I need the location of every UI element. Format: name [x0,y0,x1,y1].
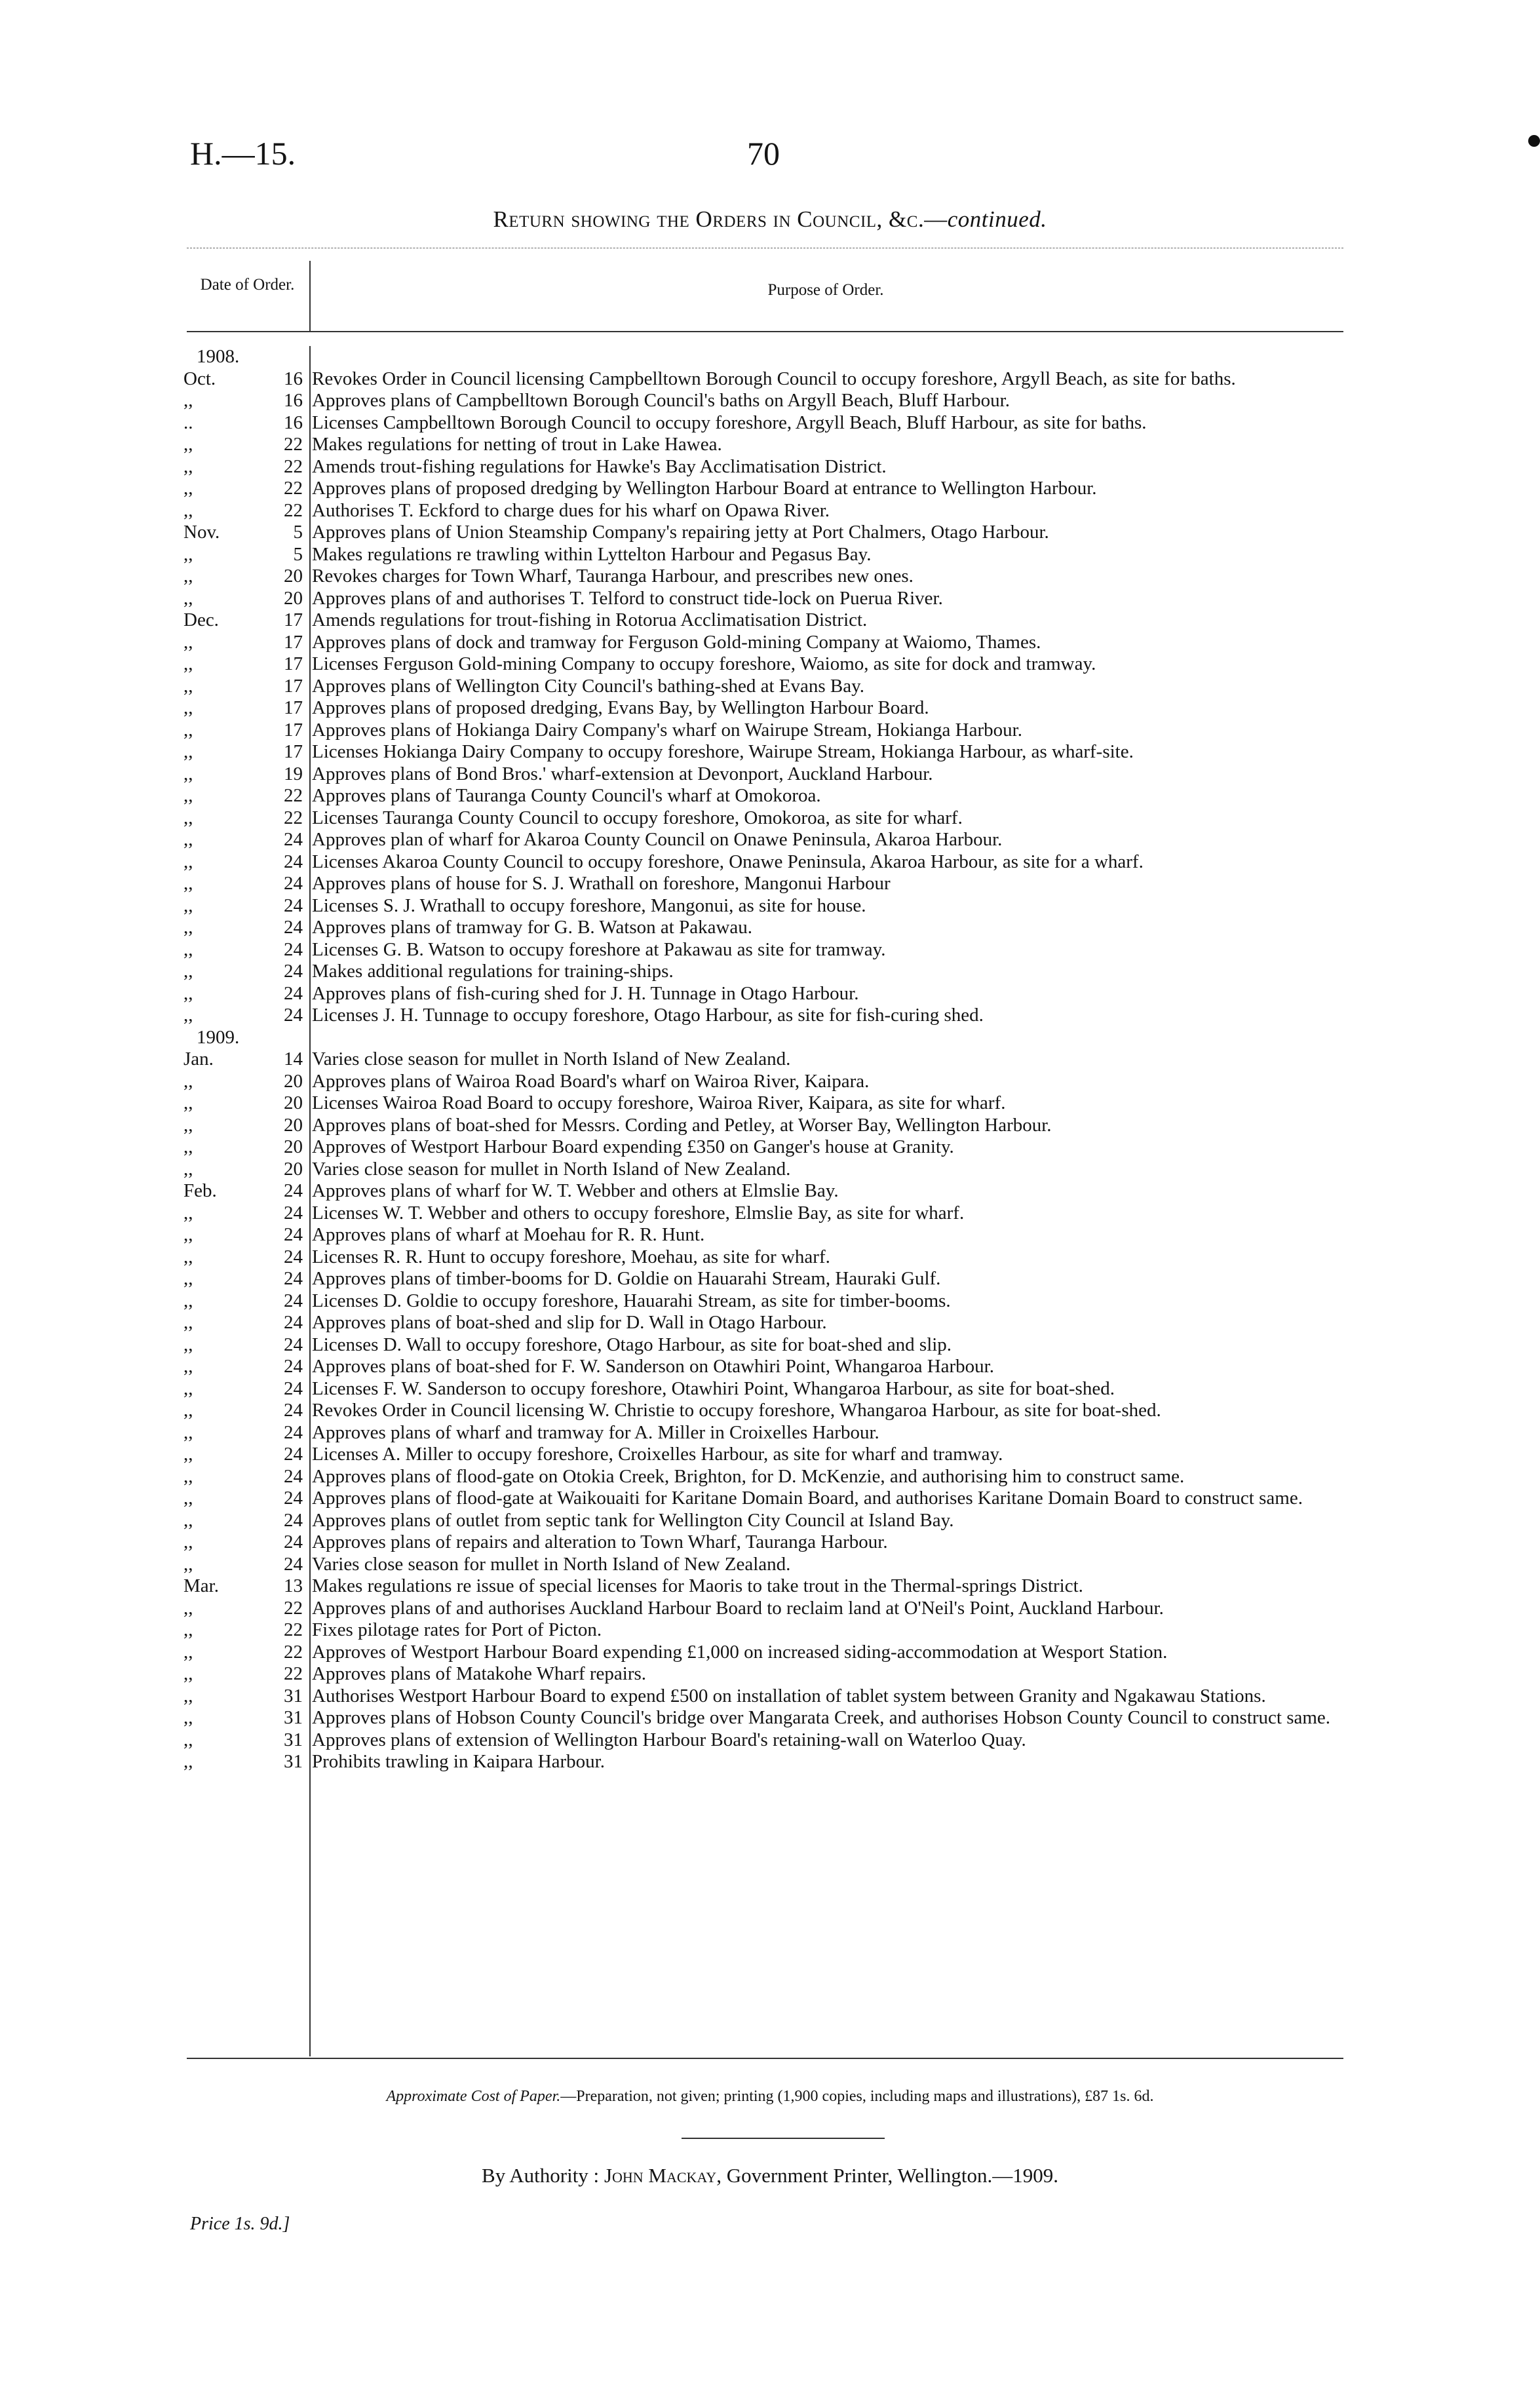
purpose-cell: Revokes Order in Council licensing W. Christie to occupy foreshore, Whangaroa Harbour, as site for boat-shed. [312,1400,1161,1421]
order-row [183,1729,1343,1752]
order-row [183,632,1343,654]
order-row [183,1444,1343,1466]
purpose-cell: Approves plan of wharf for Akaroa County Council on Onawe Peninsula, Akaroa Harbour. [312,829,1003,850]
month-cell: ,, [183,434,193,455]
purpose-cell: Approves plans of Wairoa Road Board's wharf on Wairoa River, Kaipara. [312,1070,870,1092]
month-cell: ,, [183,917,193,938]
order-row [183,1554,1343,1576]
order-row [183,1531,1343,1554]
column-header-date: Date of Order. [200,276,295,294]
order-row [183,478,1343,500]
month-cell: ,, [183,1729,193,1750]
month-cell: ,, [183,1553,193,1575]
purpose-cell: Licenses G. B. Watson to occupy foreshore at Pakawau as site for tramway. [312,938,886,960]
month-cell: ,, [183,543,193,565]
order-row [183,412,1343,434]
month-cell: Mar. [183,1575,219,1596]
order-row [183,1224,1343,1246]
purpose-cell: Authorises Westport Harbour Board to expend £500 on installation of tablet system between Granity and Ngakawau Stations. [312,1685,1266,1706]
order-row [183,697,1343,720]
purpose-cell: Approves plans of flood-gate at Waikouaiti for Karitane Domain Board, and authorises Karitane Domain Board to construct same. [312,1488,1303,1509]
day-cell: 31 [284,1751,303,1772]
orders-list [183,346,1343,1773]
day-cell: 24 [284,873,303,894]
month-cell: ,, [183,785,193,806]
purpose-cell: Approves plans of Tauranga County Council's wharf at Omokoroa. [312,785,821,806]
year-label: 1909. [197,1026,240,1048]
month-cell: Feb. [183,1180,217,1201]
purpose-cell: Varies close season for mullet in North Island of New Zealand. [312,1158,791,1180]
month-cell: ,, [183,1444,193,1465]
order-row [183,1751,1343,1773]
month-cell: ,, [183,895,193,916]
purpose-cell: Licenses Hokianga Dairy Company to occupy foreshore, Wairupe Stream, Hokianga Harbour, as wharf-site. [312,741,1134,762]
order-row [183,1049,1343,1071]
purpose-cell: Makes additional regulations for training-ships. [312,961,674,982]
order-row [183,939,1343,961]
month-cell: ,, [183,653,193,674]
purpose-cell: Approves plans of dock and tramway for Ferguson Gold-mining Company at Waiomo, Thames. [312,631,1041,653]
month-cell: ,, [183,1663,193,1684]
purpose-cell: Licenses F. W. Sanderson to occupy foreshore, Otawhiri Point, Whangaroa Harbour, as site for boat-shed. [312,1377,1115,1399]
order-row [183,1619,1343,1642]
day-cell: 24 [284,1421,303,1443]
column-header-purpose: Purpose of Order. [767,281,884,299]
purpose-cell: Approves plans of and authorises Auckland Harbour Board to reclaim land at O'Neil's Point, Auckland Harbour. [312,1597,1164,1619]
day-cell: 22 [284,478,303,499]
order-row [183,720,1343,742]
year-row [183,346,1343,368]
order-row [183,1598,1343,1620]
day-cell: 24 [284,1509,303,1531]
order-row [183,588,1343,610]
purpose-cell: Approves plans of proposed dredging, Evans Bay, by Wellington Harbour Board. [312,697,929,718]
order-row [183,1290,1343,1313]
purpose-cell: Licenses R. R. Hunt to occupy foreshore, Moehau, as site for wharf. [312,1246,830,1267]
purpose-cell: Makes regulations re trawling within Lyttelton Harbour and Pegasus Bay. [312,543,872,565]
order-row [183,851,1343,874]
month-cell: ,, [183,1246,193,1267]
footer-rule [682,2138,885,2139]
margin-dot [1528,135,1540,147]
authority-prefix: By Authority : [482,2164,604,2187]
day-cell: 17 [284,675,303,697]
purpose-cell: Licenses Wairoa Road Board to occupy foreshore, Wairoa River, Kaipara, as site for wharf. [312,1092,1006,1113]
month-cell: ,, [183,938,193,960]
month-cell: Jan. [183,1049,214,1069]
cost-note [0,2088,1540,2106]
cost-text: —Preparation, not given; printing (1,900 copies, including maps and illustrations), £87 1s. 6d. [560,2088,1154,2105]
page-number: 70 [747,135,780,172]
month-cell: ,, [183,829,193,850]
page-title [0,206,1540,233]
purpose-cell: Makes regulations for netting of trout in Lake Hawea. [312,434,722,455]
cost-label: Approximate Cost of Paper. [386,2088,561,2105]
month-cell: ,, [183,1312,193,1333]
purpose-cell: Approves plans of Wellington City Council's bathing-shed at Evans Bay. [312,675,864,697]
purpose-cell: Amends regulations for trout-fishing in Rotorua Acclimatisation District. [312,609,868,630]
day-cell: 22 [284,1597,303,1619]
purpose-cell: Revokes charges for Town Wharf, Tauranga Harbour, and prescribes new ones. [312,566,914,587]
month-cell: ,, [183,1509,193,1531]
day-cell: 24 [284,1005,303,1026]
purpose-cell: Licenses D. Goldie to occupy foreshore, Hauarahi Stream, as site for timber-booms. [312,1290,951,1311]
order-row [183,1356,1343,1378]
purpose-cell: Authorises T. Eckford to charge dues for his wharf on Opawa River. [312,499,830,521]
day-cell: 24 [284,1290,303,1311]
month-cell: ,, [183,390,193,411]
day-cell: 16 [284,368,303,389]
order-row [183,873,1343,895]
order-row [183,917,1343,939]
month-cell: ,, [183,1465,193,1487]
day-cell: 24 [284,1312,303,1333]
purpose-cell: Revokes Order in Council licensing Campbelltown Borough Council to occupy foreshore, Argyll Beach, as site for baths. [312,368,1236,389]
purpose-cell: Approves plans of wharf and tramway for A. Miller in Croixelles Harbour. [312,1421,879,1443]
purpose-cell: Approves plans of Hobson County Council's bridge over Mangarata Creek, and authorises Hobson County Council to construct same. [312,1707,1331,1728]
day-cell: 24 [284,1224,303,1245]
day-cell: 24 [284,829,303,850]
order-row [183,1092,1343,1115]
day-cell: 24 [284,1444,303,1465]
month-cell: ,, [183,763,193,784]
day-cell: 24 [284,1356,303,1377]
day-cell: 20 [284,1158,303,1180]
order-row [183,1400,1343,1422]
purpose-cell: Approves plans of Bond Bros.' wharf-extension at Devonport, Auckland Harbour. [312,763,933,784]
order-row [183,390,1343,412]
purpose-cell: Approves plans of Matakohe Wharf repairs. [312,1663,647,1684]
order-row [183,1136,1343,1159]
month-cell: ,, [183,1685,193,1706]
order-row [183,983,1343,1005]
day-cell: 22 [284,434,303,455]
month-cell: ,, [183,1158,193,1180]
day-cell: 24 [284,1400,303,1421]
month-cell: ,, [183,873,193,894]
order-row [183,1005,1343,1027]
month-cell: ,, [183,631,193,653]
purpose-cell: Licenses J. H. Tunnage to occupy foreshore, Otago Harbour, as site for fish-curing shed. [312,1005,984,1026]
order-row [183,1510,1343,1532]
title-continued: continued. [947,206,1047,232]
month-cell: ,, [183,478,193,499]
day-cell: 20 [284,1070,303,1092]
purpose-cell: Prohibits trawling in Kaipara Harbour. [312,1751,605,1772]
day-cell: 24 [284,1531,303,1552]
month-cell: ,, [183,1005,193,1026]
order-row [183,1466,1343,1488]
day-cell: 22 [284,455,303,477]
order-row [183,961,1343,983]
day-cell: 22 [284,1619,303,1640]
day-cell: 24 [284,1334,303,1355]
purpose-cell: Approves plans of Union Steamship Company's repairing jetty at Port Chalmers, Otago Harbour. [312,522,1049,543]
order-row [183,1334,1343,1357]
purpose-cell: Approves of Westport Harbour Board expending £1,000 on increased siding-accommodation at Wesport Station. [312,1641,1168,1663]
day-cell: 31 [284,1685,303,1706]
month-cell: ,, [183,1641,193,1663]
month-cell: ,, [183,675,193,697]
day-cell: 17 [284,741,303,762]
order-row [183,763,1343,786]
day-cell: 24 [284,1465,303,1487]
month-cell: Nov. [183,522,220,543]
purpose-cell: Approves plans of Campbelltown Borough Council's baths on Argyll Beach, Bluff Harbour. [312,390,1010,411]
order-row [183,1422,1343,1444]
purpose-cell: Approves plans of repairs and alteration to Town Wharf, Tauranga Harbour. [312,1531,888,1552]
year-label: 1908. [197,346,240,367]
purpose-cell: Amends trout-fishing regulations for Hawke's Bay Acclimatisation District. [312,455,887,477]
month-cell: ,, [183,1356,193,1377]
day-cell: 20 [284,1092,303,1113]
month-cell: ,, [183,1421,193,1443]
month-cell: ,, [183,1092,193,1113]
day-cell: 22 [284,1641,303,1663]
order-row [183,1159,1343,1181]
month-cell: ,, [183,1619,193,1640]
day-cell: 17 [284,653,303,674]
month-cell: ,, [183,1224,193,1245]
order-row [183,1180,1343,1203]
purpose-cell: Licenses Ferguson Gold-mining Company to occupy foreshore, Waiomo, as site for dock and tramway. [312,653,1096,674]
purpose-cell: Approves plans of house for S. J. Wrathall on foreshore, Mangonui Harbour [312,873,891,894]
day-cell: 24 [284,1202,303,1223]
month-cell: ,, [183,566,193,587]
month-cell: ,, [183,851,193,872]
purpose-cell: Approves plans of and authorises T. Telford to construct tide-lock on Puerua River. [312,587,943,609]
order-row [183,653,1343,676]
day-cell: 17 [284,697,303,718]
day-cell: 24 [284,895,303,916]
month-cell: Oct. [183,368,216,389]
purpose-cell: Approves plans of tramway for G. B. Watson at Pakawau. [312,917,753,938]
order-row [183,829,1343,851]
day-cell: 19 [284,763,303,784]
day-cell: 24 [284,851,303,872]
purpose-cell: Approves plans of boat-shed for F. W. Sanderson on Otawhiri Point, Whangaroa Harbour. [312,1356,994,1377]
title-main: Return showing the Orders in Council, &c.— [493,206,948,232]
purpose-cell: Makes regulations re issue of special licenses for Maoris to take trout in the Thermal-springs District. [312,1575,1083,1596]
day-cell: 24 [284,1377,303,1399]
day-cell: 24 [284,961,303,982]
purpose-cell: Approves plans of outlet from septic tank for Wellington City Council at Island Bay. [312,1509,954,1531]
order-row [183,741,1343,763]
day-cell: 13 [284,1575,303,1596]
order-row [183,1312,1343,1334]
purpose-cell: Approves plans of wharf at Moehau for R. R. Hunt. [312,1224,705,1245]
price: Price 1s. 9d.] [190,2214,290,2234]
day-cell: 20 [284,1136,303,1157]
day-cell: 31 [284,1729,303,1750]
header-rule [187,331,1343,332]
month-cell: .. [183,412,193,433]
month-cell: ,, [183,455,193,477]
order-row [183,676,1343,698]
month-cell: ,, [183,1334,193,1355]
order-row [183,1685,1343,1708]
month-cell: ,, [183,1114,193,1136]
printer-name: John Mackay [604,2164,717,2187]
purpose-cell: Approves plans of fish-curing shed for J. H. Tunnage in Otago Harbour. [312,982,859,1004]
day-cell: 5 [293,543,303,565]
order-row [183,1203,1343,1225]
day-cell: 16 [284,390,303,411]
day-cell: 24 [284,1246,303,1267]
order-row [183,544,1343,566]
purpose-cell: Licenses W. T. Webber and others to occupy foreshore, Elmslie Bay, as site for wharf. [312,1202,965,1223]
order-row [183,368,1343,391]
day-cell: 22 [284,1663,303,1684]
month-cell: ,, [183,982,193,1004]
day-cell: 20 [284,1114,303,1136]
order-row [183,1575,1343,1598]
header-ref: H.—15. [190,135,296,172]
month-cell: ,, [183,1377,193,1399]
purpose-cell: Approves plans of proposed dredging by Wellington Harbour Board at entrance to Wellington Harbour. [312,478,1097,499]
order-row [183,500,1343,522]
day-cell: 22 [284,807,303,828]
day-cell: 17 [284,719,303,741]
purpose-cell: Approves plans of Hokianga Dairy Company's wharf on Wairupe Stream, Hokianga Harbour. [312,719,1022,741]
order-row [183,566,1343,588]
month-cell: ,, [183,807,193,828]
month-cell: ,, [183,1268,193,1289]
month-cell: ,, [183,1531,193,1552]
month-cell: ,, [183,1136,193,1157]
day-cell: 20 [284,566,303,587]
month-cell: Dec. [183,609,219,630]
order-row [183,895,1343,917]
day-cell: 31 [284,1707,303,1728]
order-row [183,456,1343,478]
order-row [183,522,1343,544]
day-cell: 20 [284,587,303,609]
order-row [183,1378,1343,1400]
order-row [183,807,1343,830]
purpose-cell: Licenses D. Wall to occupy foreshore, Otago Harbour, as site for boat-shed and slip. [312,1334,952,1355]
order-row [183,609,1343,632]
purpose-cell: Approves plans of boat-shed and slip for D. Wall in Otago Harbour. [312,1312,827,1333]
order-row [183,1115,1343,1137]
month-cell: ,, [183,1290,193,1311]
day-cell: 17 [284,609,303,630]
order-row [183,1488,1343,1510]
month-cell: ,, [183,587,193,609]
authority-suffix: , Government Printer, Wellington.—1909. [716,2164,1058,2187]
day-cell: 16 [284,412,303,433]
day-cell: 17 [284,631,303,653]
purpose-cell: Approves of Westport Harbour Board expending £350 on Ganger's house at Granity. [312,1136,954,1157]
order-row [183,1663,1343,1685]
order-row [183,1268,1343,1290]
day-cell: 5 [293,522,303,543]
day-cell: 24 [284,1268,303,1289]
day-cell: 24 [284,982,303,1004]
day-cell: 14 [284,1049,303,1069]
month-cell: ,, [183,741,193,762]
purpose-cell: Approves plans of wharf for W. T. Webber and others at Elmslie Bay. [312,1180,839,1201]
day-cell: 22 [284,785,303,806]
purpose-cell: Licenses S. J. Wrathall to occupy foreshore, Mangonui, as site for house. [312,895,866,916]
authority-line [0,2164,1540,2187]
month-cell: ,, [183,1400,193,1421]
bottom-rule [187,2058,1343,2059]
month-cell: ,, [183,1488,193,1509]
month-cell: ,, [183,499,193,521]
purpose-cell: Licenses Campbelltown Borough Council to occupy foreshore, Argyll Beach, Bluff Harbour, as site for baths. [312,412,1147,433]
month-cell: ,, [183,1751,193,1772]
order-row [183,434,1343,456]
day-cell: 24 [284,917,303,938]
purpose-cell: Approves plans of flood-gate on Otokia Creek, Brighton, for D. McKenzie, and authorising him to construct same. [312,1465,1185,1487]
purpose-cell: Approves plans of timber-booms for D. Goldie on Hauarahi Stream, Hauraki Gulf. [312,1268,941,1289]
day-cell: 22 [284,499,303,521]
order-row [183,785,1343,807]
month-cell: ,, [183,1597,193,1619]
purpose-cell: Varies close season for mullet in North Island of New Zealand. [312,1553,791,1575]
order-row [183,1642,1343,1664]
year-row [183,1027,1343,1049]
month-cell: ,, [183,1070,193,1092]
month-cell: ,, [183,697,193,718]
purpose-cell: Approves plans of boat-shed for Messrs. Cording and Petley, at Worser Bay, Wellington Harbour. [312,1114,1052,1136]
month-cell: ,, [183,1707,193,1728]
order-row [183,1071,1343,1093]
purpose-cell: Varies close season for mullet in North Island of New Zealand. [312,1049,791,1069]
order-row [183,1707,1343,1729]
day-cell: 24 [284,938,303,960]
purpose-cell: Licenses A. Miller to occupy foreshore, Croixelles Harbour, as site for wharf and tramway. [312,1444,1003,1465]
day-cell: 24 [284,1488,303,1509]
purpose-cell: Approves plans of extension of Wellington Harbour Board's retaining-wall on Waterloo Quay. [312,1729,1026,1750]
purpose-cell: Licenses Akaroa County Council to occupy foreshore, Onawe Peninsula, Akaroa Harbour, as site for a wharf. [312,851,1144,872]
purpose-cell: Fixes pilotage rates for Port of Picton. [312,1619,602,1640]
order-row [183,1246,1343,1269]
day-cell: 24 [284,1180,303,1201]
month-cell: ,, [183,719,193,741]
day-cell: 24 [284,1553,303,1575]
month-cell: ,, [183,961,193,982]
purpose-cell: Licenses Tauranga County Council to occupy foreshore, Omokoroa, as site for wharf. [312,807,963,828]
header-divider [309,261,311,332]
month-cell: ,, [183,1202,193,1223]
